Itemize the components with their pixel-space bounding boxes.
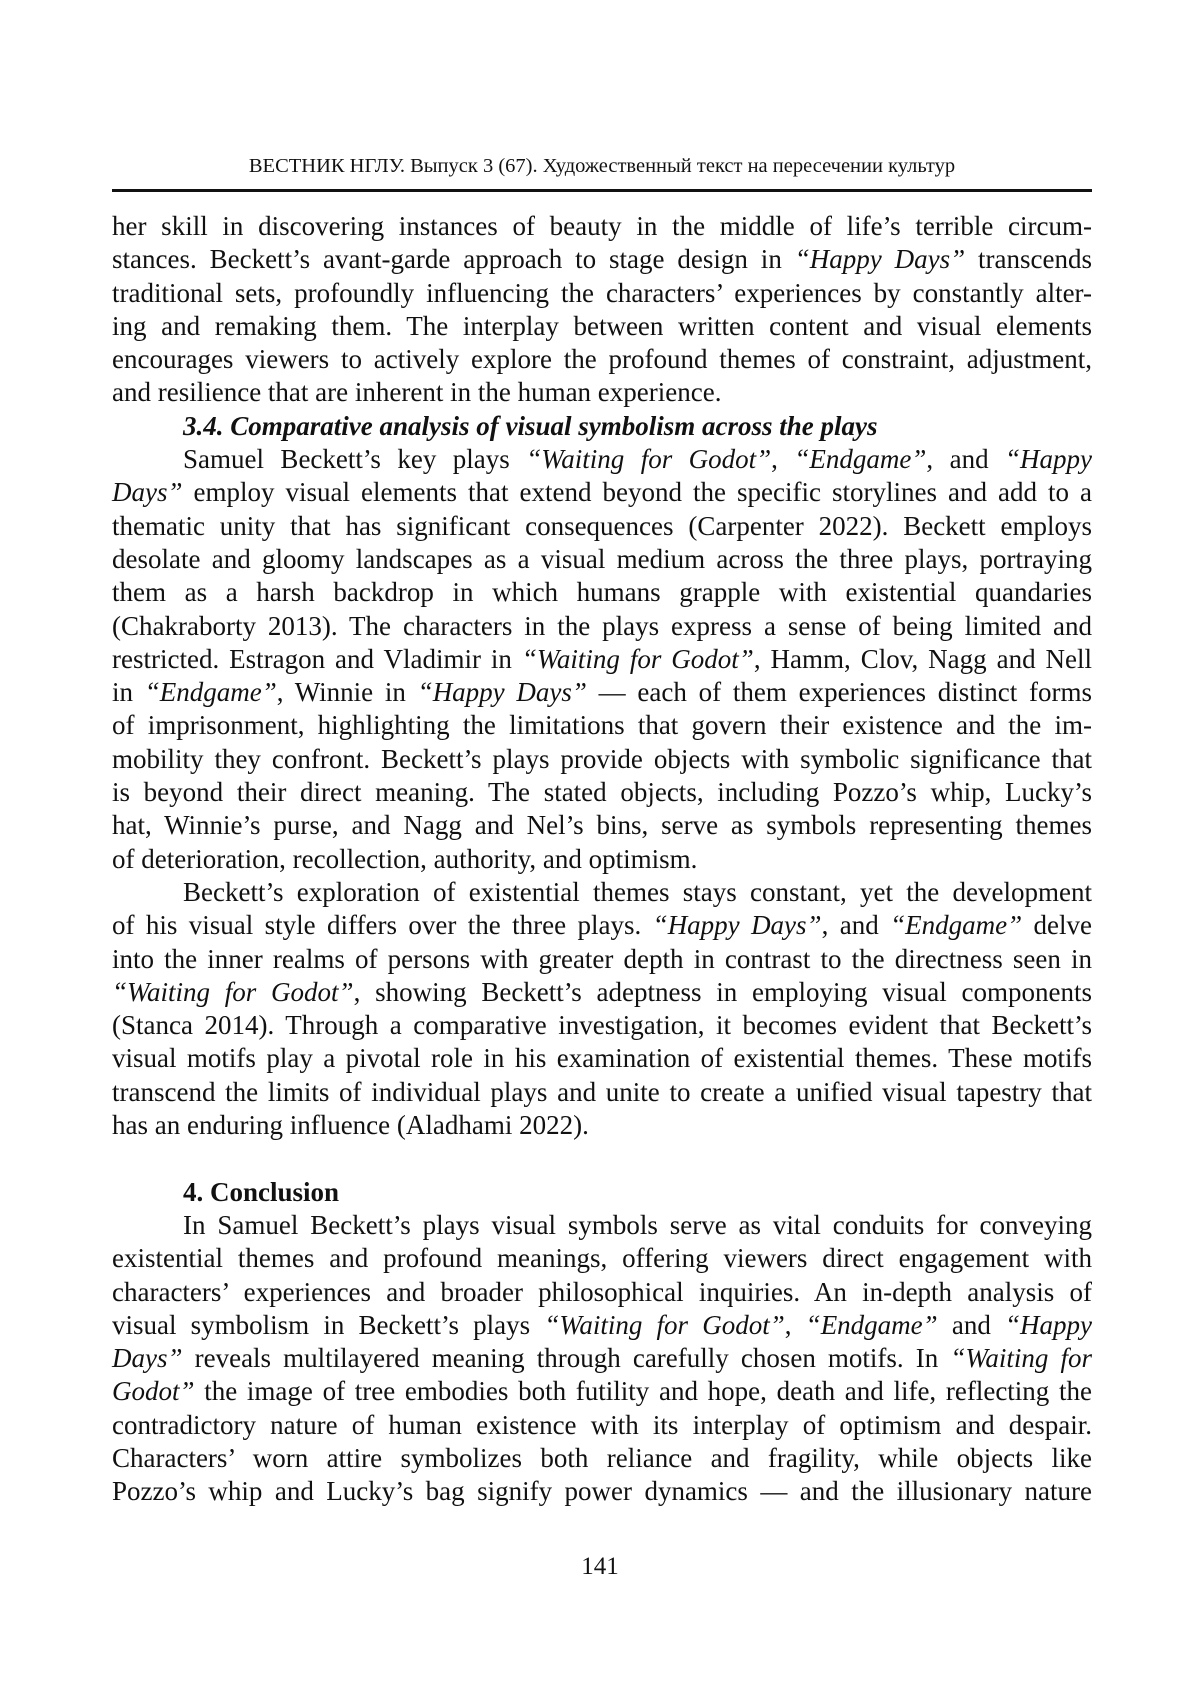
text-line (112, 1209, 1092, 1242)
text-run: desolate and gloomy landscapes as a visual medium across the three plays, portraying (112, 543, 1092, 574)
page-number: 141 (581, 1553, 619, 1580)
text-line (112, 976, 1092, 1009)
italic-text-run: “Happy Days” (652, 910, 822, 941)
text-run: , Winnie in (276, 677, 418, 708)
italic-text-run: Days” (112, 477, 183, 508)
text-line (112, 1076, 1092, 1109)
text-run: Beckett’s exploration of existential themes stays constant, yet the development (183, 876, 1092, 907)
subsection-heading (112, 410, 1092, 443)
text-run: , Hamm, Clov, Nagg and Nell (753, 643, 1092, 674)
text-run: visual motifs play a pivotal role in his examination of existential themes. These motifs (112, 1043, 1092, 1074)
heading-line (112, 1176, 1092, 1209)
text-run: Characters’ worn attire symbolizes both reliance and fragility, while objects like (112, 1442, 1092, 1473)
paragraph (112, 210, 1092, 410)
italic-text-run: “Waiting for Godot” (521, 643, 754, 674)
text-line (112, 1242, 1092, 1275)
text-run: Pozzo’s whip and Lucky’s bag signify power dynamics — and the illusionary nature (112, 1476, 1092, 1507)
text-line (112, 643, 1092, 676)
text-run: reveals multilayered meaning through carefully chosen motifs. In (182, 1343, 951, 1374)
text-run: , (771, 444, 795, 475)
text-run: (Stanca 2014). Through a comparative investigation, it becomes evident that Beckett’s (112, 1010, 1092, 1041)
text-run: employ visual elements that extend beyond the specific storylines and add to a (182, 477, 1092, 508)
italic-text-run: “Endgame” (890, 910, 1023, 941)
text-line (112, 1475, 1092, 1508)
text-run: of deterioration, recollection, authority, and optimism. (112, 843, 698, 874)
text-line (112, 1342, 1092, 1375)
text-line (112, 243, 1092, 276)
text-run: in (112, 677, 145, 708)
paragraph (112, 1209, 1092, 1509)
text-run: existential themes and profound meanings, offering viewers direct engagement with (112, 1243, 1092, 1274)
text-line (112, 1042, 1092, 1075)
text-run: transcends (965, 244, 1092, 275)
italic-text-run: “Happy Days” (417, 677, 587, 708)
text-line (112, 1409, 1092, 1442)
text-run: encourages viewers to actively explore the profound themes of constraint, adjustment, (112, 344, 1092, 375)
text-line (112, 909, 1092, 942)
text-line (112, 1442, 1092, 1475)
text-line (112, 1309, 1092, 1342)
heading-line (112, 410, 1092, 443)
text-run: stances. Beckett’s avant-garde approach to stage design in (112, 244, 795, 275)
text-line (112, 709, 1092, 742)
text-line (112, 1276, 1092, 1309)
italic-text-run: “Happy Days” (794, 244, 966, 275)
text-run: hat, Winnie’s purse, and Nagg and Nel’s bins, serve as symbols representing themes (112, 810, 1092, 841)
text-run: of imprisonment, highlighting the limitations that govern their existence and the im- (112, 710, 1092, 741)
italic-text-run: “Happy (1005, 1309, 1093, 1340)
text-line (112, 476, 1092, 509)
text-run: delve (1022, 910, 1092, 941)
running-header: ВЕСТНИК НГЛУ. Выпуск 3 (67). Художественный текст на пересечении культур (248, 155, 956, 177)
text-run: 4. Conclusion (183, 1176, 340, 1207)
text-run: ing and remaking them. The interplay between written content and visual elements (112, 310, 1092, 341)
header-rule (112, 189, 1092, 192)
text-run: visual symbolism in Beckett’s plays (112, 1309, 545, 1340)
body-text (112, 210, 1092, 1509)
text-line (112, 510, 1092, 543)
italic-text-run: “Endgame” (794, 444, 927, 475)
text-run: characters’ experiences and broader philosophical inquiries. An in-depth analysis of (112, 1276, 1092, 1307)
text-line (112, 376, 1092, 409)
text-run: them as a harsh backdrop in which humans grapple with existential quandaries (112, 577, 1092, 608)
text-line (112, 1375, 1092, 1408)
text-line (112, 809, 1092, 842)
text-run: , (784, 1309, 806, 1340)
section-heading (112, 1176, 1092, 1209)
text-run: and (937, 1309, 1006, 1340)
text-run: into the inner realms of persons with greater depth in contrast to the directness seen in (112, 943, 1092, 974)
text-run: transcend the limits of individual plays and unite to create a unified visual tapestry that (112, 1076, 1092, 1107)
text-line (112, 876, 1092, 909)
text-line (112, 843, 1092, 876)
text-line (112, 543, 1092, 576)
paragraph (112, 876, 1092, 1142)
text-line (112, 210, 1092, 243)
text-run: , and (926, 444, 1006, 475)
text-line (112, 443, 1092, 476)
text-run: of his visual style differs over the three plays. (112, 910, 653, 941)
italic-text-run: Days” (112, 1343, 183, 1374)
italic-text-run: “Waiting for Godot” (544, 1309, 785, 1340)
text-run: has an enduring influence (Aladhami 2022). (112, 1110, 589, 1141)
italic-text-run: 3.4. Comparative analysis of visual symbolism across the plays (183, 410, 878, 441)
italic-text-run: “Endgame” (144, 677, 277, 708)
italic-text-run: “Happy (1005, 444, 1093, 475)
italic-text-run: Godot” (112, 1376, 195, 1407)
italic-text-run: “Waiting for Godot” (112, 976, 354, 1007)
text-run: contradictory nature of human existence with its interplay of optimism and despair. (112, 1409, 1092, 1440)
text-run: the image of tree embodies both futility and hope, death and life, reflecting the (194, 1376, 1092, 1407)
text-run: — each of them experiences distinct forms (586, 677, 1092, 708)
text-line (112, 776, 1092, 809)
text-line (112, 1109, 1092, 1142)
text-line (112, 1009, 1092, 1042)
text-run: Samuel Beckett’s key plays (183, 444, 527, 475)
paragraph (112, 443, 1092, 876)
italic-text-run: “Endgame” (805, 1309, 938, 1340)
italic-text-run: “Waiting for (950, 1343, 1092, 1374)
text-run: restricted. Estragon and Vladimir in (112, 643, 522, 674)
text-run: her skill in discovering instances of beauty in the middle of life’s terrible circum- (112, 211, 1092, 241)
text-line (112, 310, 1092, 343)
text-run: traditional sets, profoundly influencing the characters’ experiences by constantly alter- (112, 277, 1092, 308)
text-run: , showing Beckett’s adeptness in employing visual components (353, 976, 1092, 1007)
text-line (112, 277, 1092, 310)
text-run: is beyond their direct meaning. The stated objects, including Pozzo’s whip, Lucky’s (112, 777, 1092, 808)
text-line (112, 343, 1092, 376)
italic-text-run: “Waiting for Godot” (526, 444, 772, 475)
text-run: mobility they confront. Beckett’s plays provide objects with symbolic significance that (112, 743, 1092, 774)
text-run: thematic unity that has significant consequences (Carpenter 2022). Beckett employs (112, 510, 1092, 541)
text-run: , and (821, 910, 891, 941)
text-line (112, 610, 1092, 643)
text-line (112, 743, 1092, 776)
text-run: and resilience that are inherent in the human experience. (112, 377, 722, 408)
text-line (112, 943, 1092, 976)
text-line (112, 576, 1092, 609)
text-run: In Samuel Beckett’s plays visual symbols serve as vital conduits for conveying (183, 1209, 1092, 1240)
text-line (112, 676, 1092, 709)
text-run: (Chakraborty 2013). The characters in the plays express a sense of being limited and (112, 610, 1092, 641)
